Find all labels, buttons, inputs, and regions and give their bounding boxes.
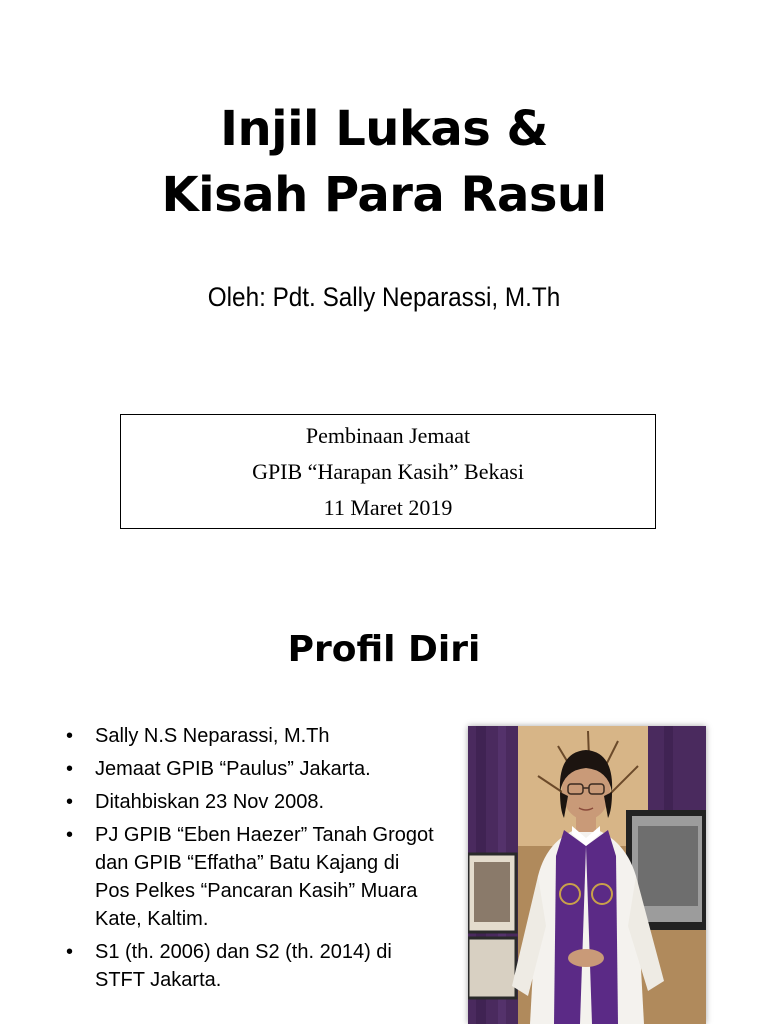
list-item [66, 788, 436, 816]
bullet-icon: • [66, 941, 74, 963]
bullet-text: Ditahbiskan 23 Nov 2008. [95, 791, 325, 813]
presentation-title [0, 96, 768, 228]
event-name: Pembinaan Jemaat [305, 422, 471, 448]
profile-bullet-list [66, 722, 436, 999]
bullet-text: Sally N.S Neparassi, M.Th [95, 725, 330, 747]
profile-photo-illustration [468, 726, 706, 1024]
bullet-text: Jemaat GPIB “Paulus” Jakarta. [95, 758, 371, 780]
event-date: 11 Maret 2019 [323, 494, 453, 520]
bullet-icon: • [66, 791, 74, 813]
list-item [66, 722, 436, 750]
list-item [66, 938, 436, 994]
profile-title: Profil Diri [287, 629, 481, 670]
title-line-2: Kisah Para Rasul [161, 167, 607, 223]
bullet-text: PJ GPIB “Eben Haezer” Tanah Grogot dan GPIB “Effatha” Batu Kajang di Pos Pelkes “Pancaran Kasih” Muara Kate, Kaltim. [95, 824, 434, 930]
event-info-box [120, 414, 656, 529]
list-item [66, 821, 436, 933]
bullet-icon: • [66, 824, 74, 846]
title-line-1: Injil Lukas & [220, 101, 548, 157]
presenter-subtitle: Oleh: Pdt. Sally Neparassi, M.Th [207, 282, 561, 312]
event-church: GPIB “Harapan Kasih” Bekasi [252, 458, 524, 484]
list-item [66, 755, 436, 783]
bullet-text: S1 (th. 2006) dan S2 (th. 2014) di STFT Jakarta. [95, 941, 392, 991]
bullet-icon: • [66, 758, 74, 780]
bullet-icon: • [66, 725, 74, 747]
profile-photo [468, 726, 706, 1024]
